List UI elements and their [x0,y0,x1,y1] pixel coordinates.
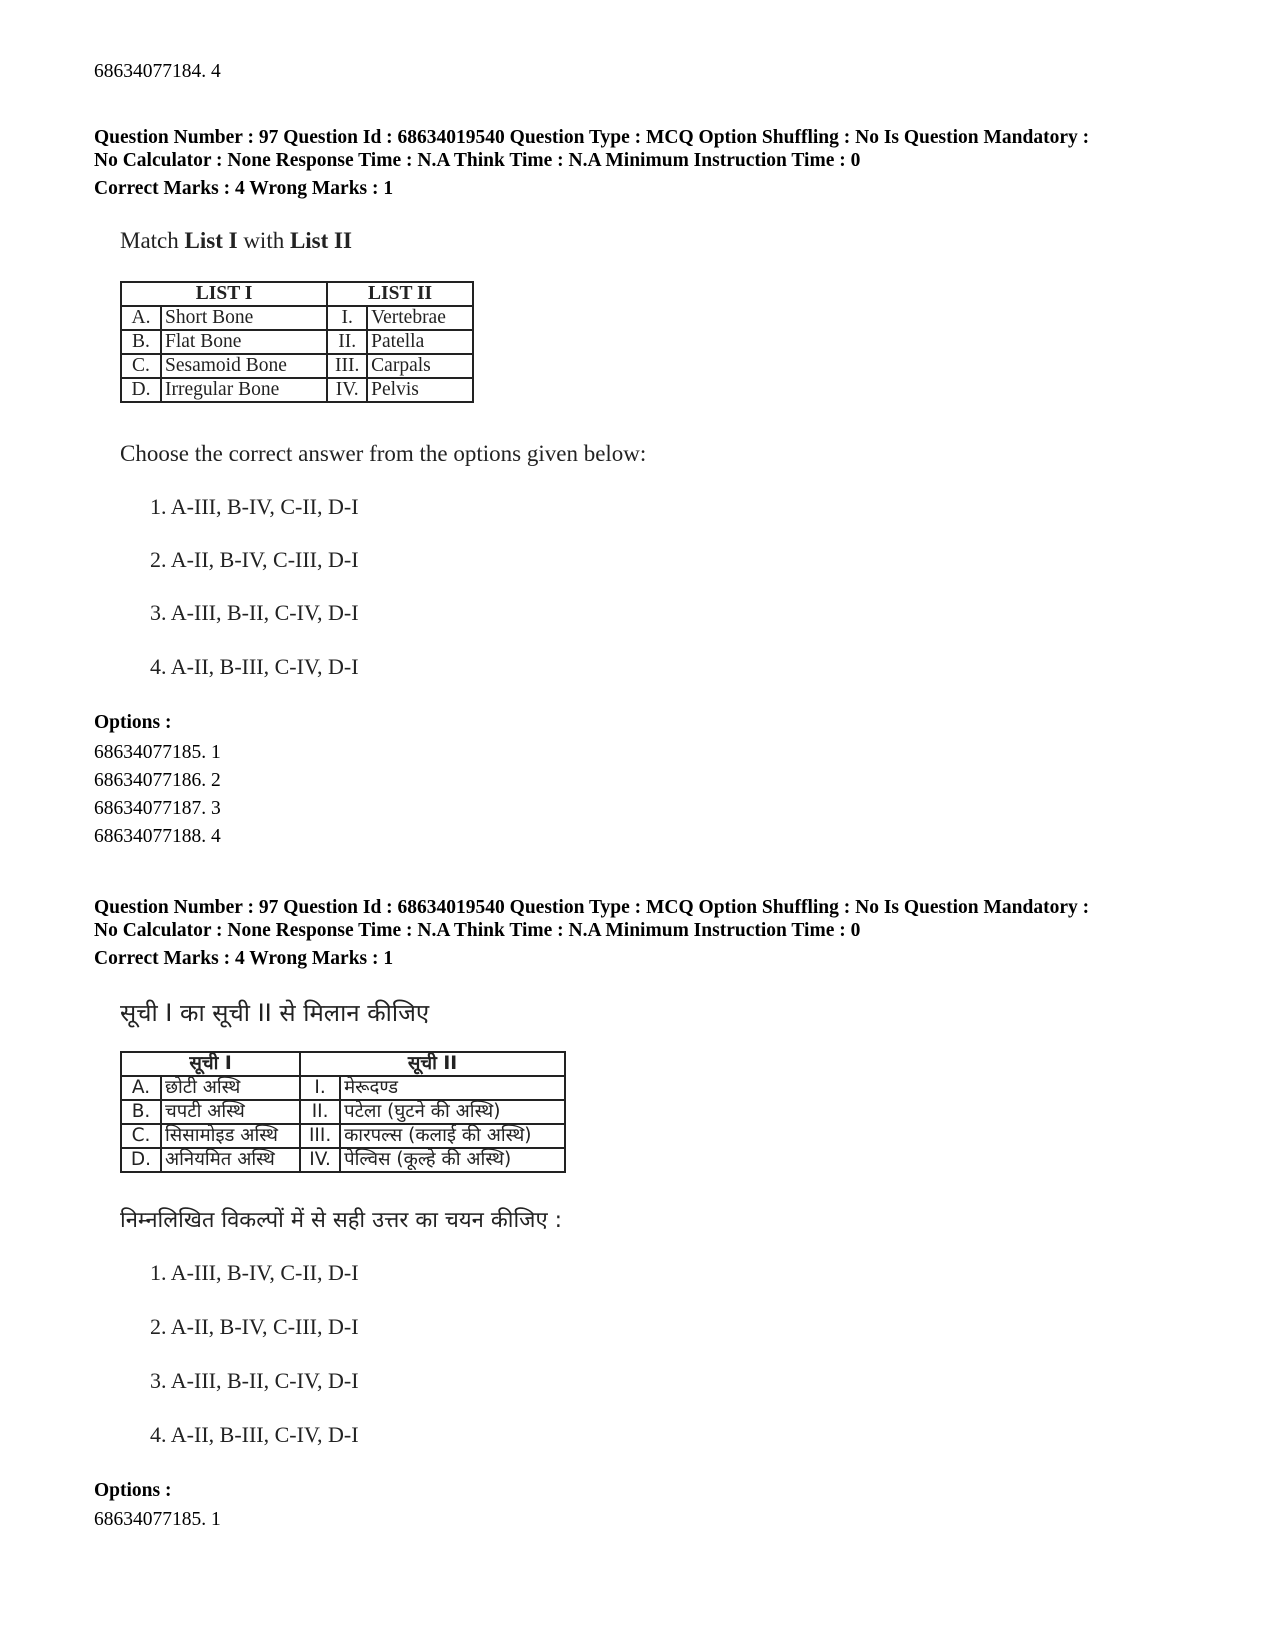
question-heading [120,228,352,254]
option-1: 68634077185. 1 [94,1509,221,1530]
answer-choice-2: 2. A-II, B-IV, C-III, D-I [150,547,359,572]
question-meta-line1: Question Number : 97 Question Id : 68634019540 Question Type : MCQ Option Shuffling : No Is Question Mandatory : [94,897,1090,918]
option-4: 68634077188. 4 [94,826,221,847]
option-1: 68634077185. 1 [94,742,221,763]
table-row [121,1076,565,1100]
list2-header: सूची II [300,1052,565,1076]
row-letter: B. [121,330,161,354]
question-meta-line2: No Calculator : None Response Time : N.A Think Time : N.A Minimum Instruction Time : 0 [94,150,861,171]
row-numeral: II. [327,330,367,354]
answer-choice-2: 2. A-II, B-IV, C-III, D-I [150,1314,359,1339]
table-row [121,306,473,330]
options-label: Options : [94,1480,172,1501]
table-row [121,1124,565,1148]
row-letter: C. [121,354,161,378]
heading-mid: with [237,228,290,253]
options-label: Options : [94,712,172,733]
table-header-row [121,1052,565,1076]
row-letter: B. [121,1100,161,1124]
heading-list1: List I [184,228,238,253]
table-row [121,378,473,402]
row-letter: A. [121,306,161,330]
answer-choice-3: 3. A-III, B-II, C-IV, D-I [150,1368,359,1393]
row-letter: D. [121,1148,161,1172]
previous-option-4: 68634077184. 4 [94,61,221,82]
answer-choice-1: 1. A-III, B-IV, C-II, D-I [150,1260,359,1285]
question-meta-line2: No Calculator : None Response Time : N.A Think Time : N.A Minimum Instruction Time : 0 [94,920,861,941]
row-numeral: II. [300,1100,340,1124]
option-2: 68634077186. 2 [94,770,221,791]
row-list1-item: Irregular Bone [161,378,327,402]
question-marks: Correct Marks : 4 Wrong Marks : 1 [94,948,394,969]
row-list2-item: कारपल्स (कलाई की अस्थि) [340,1124,565,1148]
table-header-row [121,282,473,306]
table-row [121,330,473,354]
list2-header: LIST II [327,282,473,306]
row-list2-item: पेल्विस (कूल्हे की अस्थि) [340,1148,565,1172]
question-marks: Correct Marks : 4 Wrong Marks : 1 [94,178,394,199]
heading-list2: List II [289,228,352,253]
answer-choice-3: 3. A-III, B-II, C-IV, D-I [150,600,359,625]
option-3: 68634077187. 3 [94,798,221,819]
table-row [121,1148,565,1172]
table-row [121,1100,565,1124]
heading-prefix: Match [120,228,185,253]
answer-instruction: Choose the correct answer from the options given below: [120,441,647,466]
list1-header: LIST I [121,282,327,306]
answer-choice-4: 4. A-II, B-III, C-IV, D-I [150,1422,359,1447]
question-heading-hindi: सूची I का सूची II से मिलान कीजिए [120,999,430,1027]
row-list1-item: Sesamoid Bone [161,354,327,378]
row-numeral: III. [327,354,367,378]
row-list1-item: छोटी अस्थि [161,1076,300,1100]
list1-header: सूची I [121,1052,300,1076]
table-row [121,354,473,378]
row-numeral: III. [300,1124,340,1148]
match-table-english [120,281,474,403]
row-numeral: IV. [300,1148,340,1172]
answer-instruction-hindi: निम्नलिखित विकल्पों में से सही उत्तर का चयन कीजिए : [120,1208,563,1233]
row-numeral: I. [327,306,367,330]
answer-choice-1: 1. A-III, B-IV, C-II, D-I [150,494,359,519]
row-list2-item: पटेला (घुटने की अस्थि) [340,1100,565,1124]
row-letter: A. [121,1076,161,1100]
row-list2-item: Carpals [367,354,473,378]
row-list2-item: मेरूदण्ड [340,1076,565,1100]
match-table-hindi [120,1051,566,1173]
row-letter: C. [121,1124,161,1148]
row-list2-item: Patella [367,330,473,354]
row-list1-item: चपटी अस्थि [161,1100,300,1124]
row-numeral: IV. [327,378,367,402]
row-list2-item: Vertebrae [367,306,473,330]
row-numeral: I. [300,1076,340,1100]
row-letter: D. [121,378,161,402]
row-list2-item: Pelvis [367,378,473,402]
question-meta-line1: Question Number : 97 Question Id : 68634019540 Question Type : MCQ Option Shuffling : No Is Question Mandatory : [94,127,1090,148]
row-list1-item: Flat Bone [161,330,327,354]
row-list1-item: सिसामोइड अस्थि [161,1124,300,1148]
answer-choice-4: 4. A-II, B-III, C-IV, D-I [150,654,359,679]
row-list1-item: Short Bone [161,306,327,330]
row-list1-item: अनियमित अस्थि [161,1148,300,1172]
